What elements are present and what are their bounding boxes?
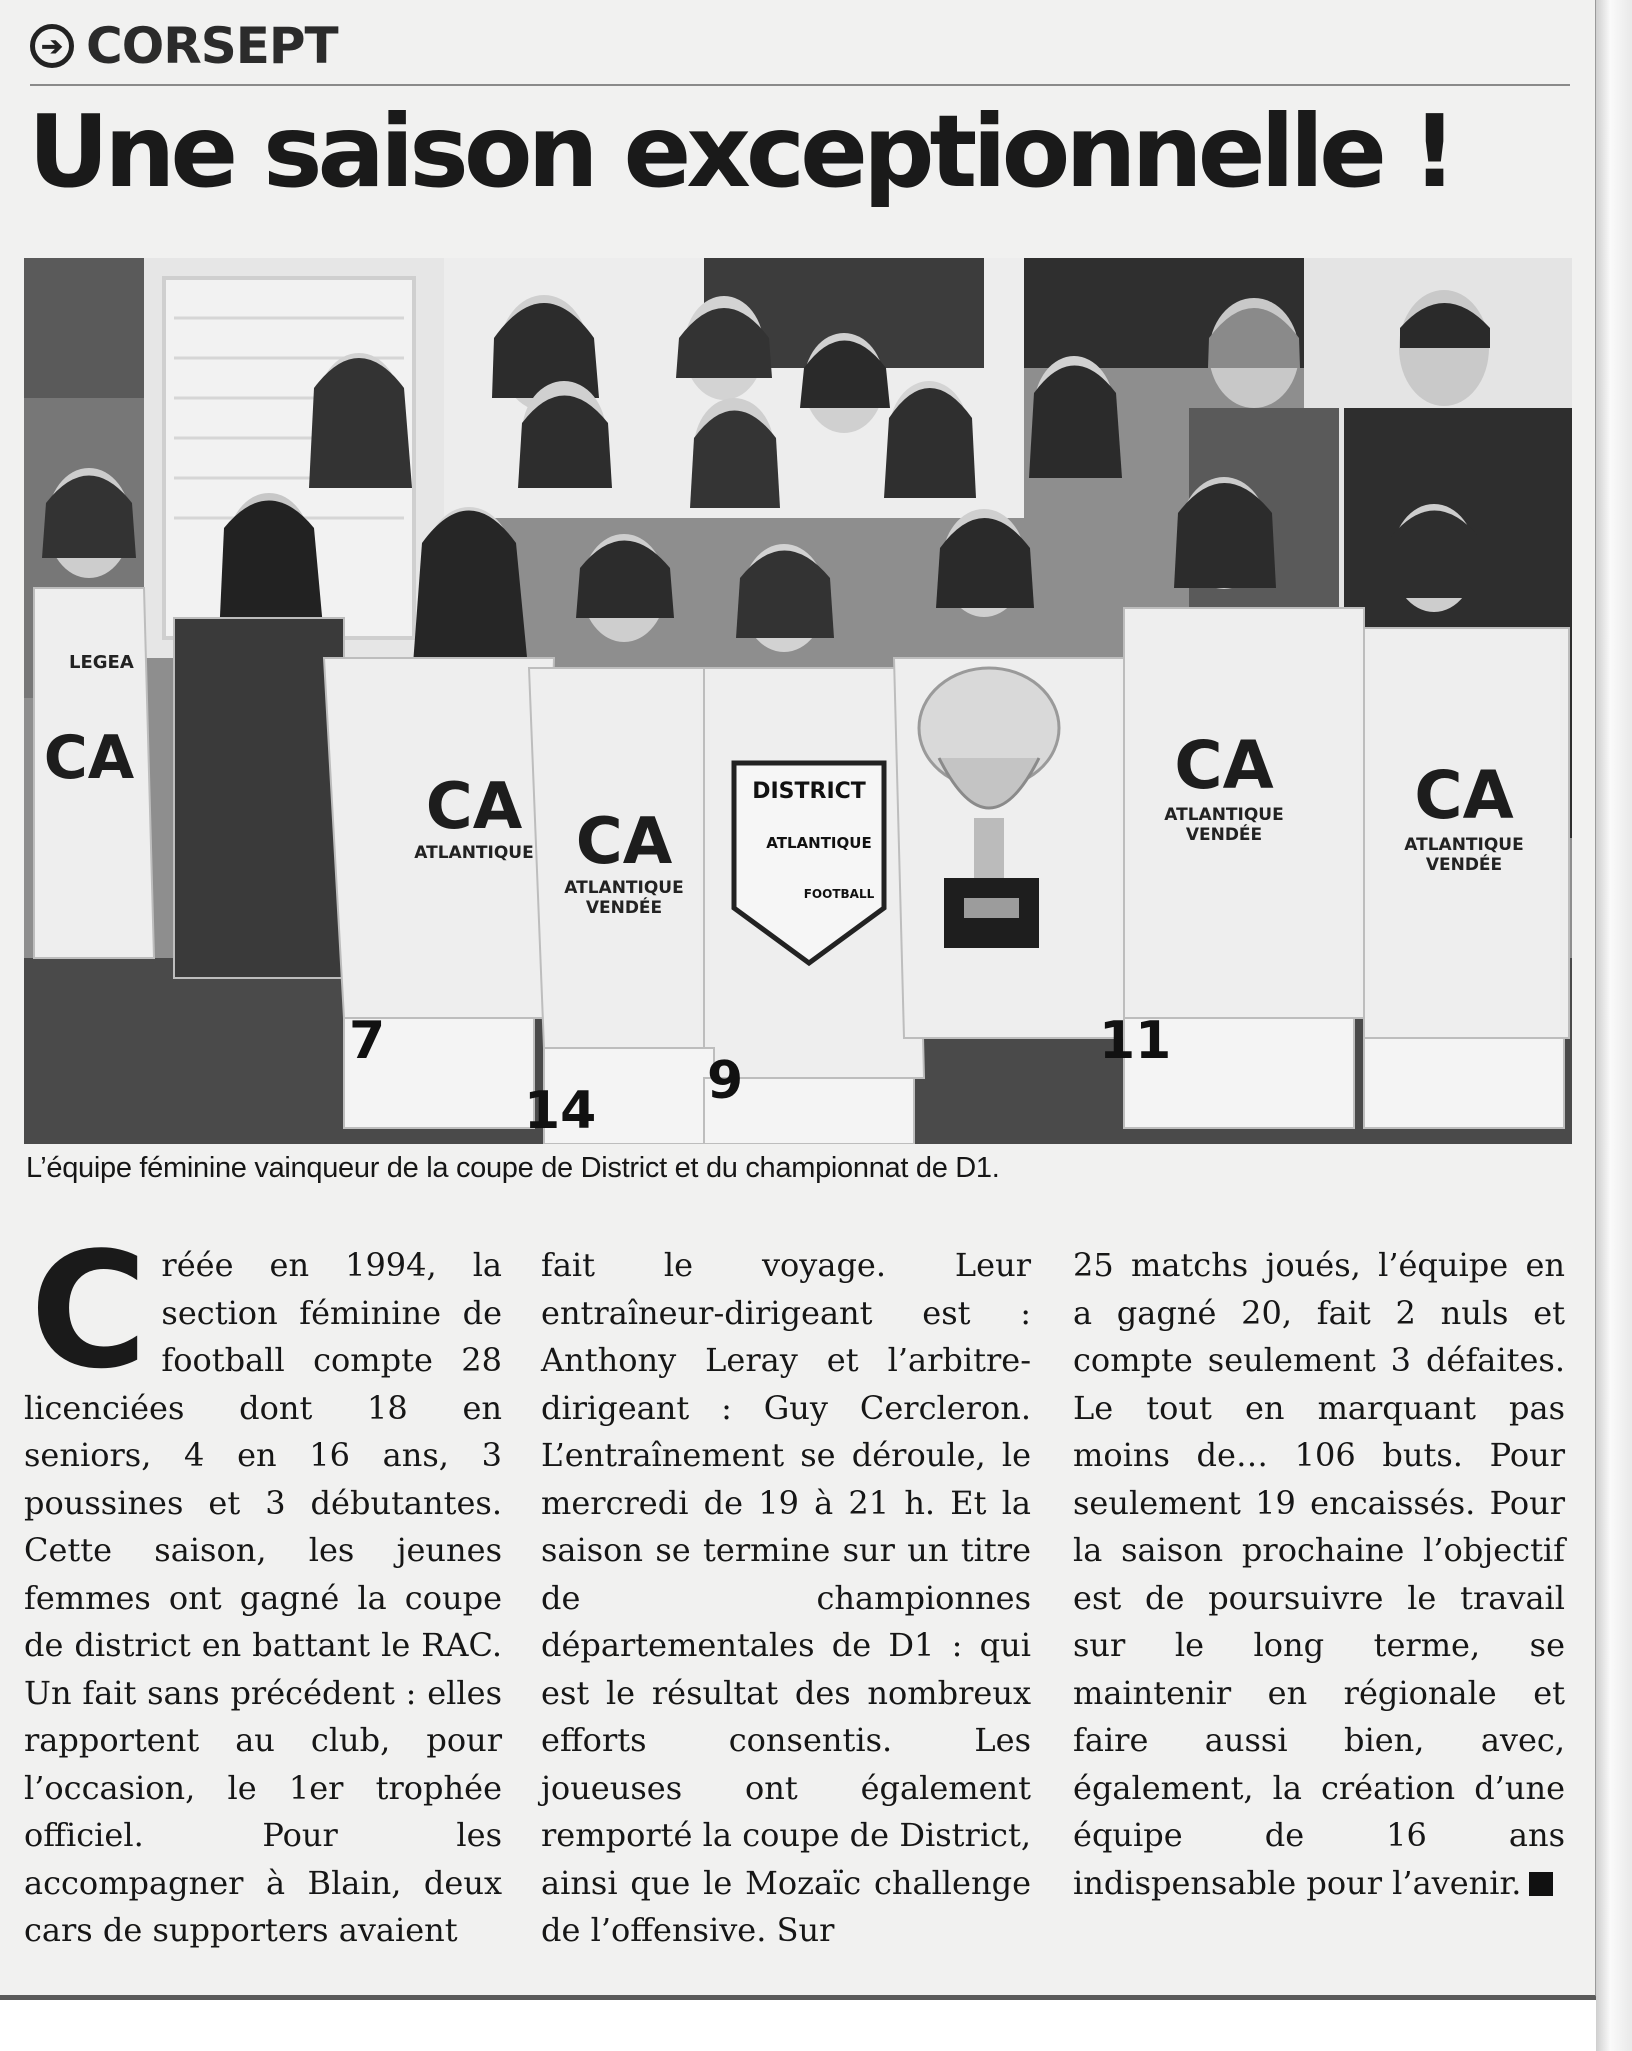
sponsor-logo: CA bbox=[425, 770, 523, 844]
sponsor-line: VENDÉE bbox=[585, 898, 663, 918]
pennant-subtitle: ATLANTIQUE bbox=[766, 834, 872, 852]
article-column-2 bbox=[541, 1242, 1031, 1955]
article-column-3 bbox=[1073, 1242, 1565, 1907]
section-kicker bbox=[30, 16, 338, 76]
page-edge bbox=[1596, 0, 1632, 2051]
kicker-label: CORSEPT bbox=[86, 17, 338, 75]
sponsor-line: VENDÉE bbox=[1185, 825, 1263, 845]
team-photo bbox=[24, 258, 1572, 1144]
headline: Une saison exceptionnelle ! bbox=[28, 93, 1453, 210]
pennant-footer: FOOTBALL bbox=[803, 887, 875, 901]
drop-cap: C bbox=[30, 1217, 148, 1404]
sponsor-line: ATLANTIQUE bbox=[414, 843, 534, 863]
sponsor-line: ATLANTIQUE bbox=[1404, 835, 1524, 855]
sponsor-line: ATLANTIQUE bbox=[564, 878, 684, 898]
shirt-number: 7 bbox=[349, 1011, 386, 1071]
shirt-number: 9 bbox=[707, 1051, 744, 1111]
brand-label: LEGEA bbox=[69, 652, 134, 673]
shirt-number: 14 bbox=[524, 1081, 597, 1141]
article-column-1 bbox=[24, 1217, 502, 1955]
end-of-article-square-icon bbox=[1529, 1872, 1553, 1896]
sponsor-logo: CA bbox=[575, 805, 673, 879]
sponsor-logo: CA bbox=[1174, 727, 1274, 804]
team-photo-illustration bbox=[24, 258, 1572, 1144]
column-text: fait le voyage. Leur entraîneur-dirigeant est : Anthony Leray et l’arbitre-dirigeant : Guy Cercleron. L’entraînement se déroule, le mercredi de 19 à 21 h. Et la saison se termine sur un titre de championnes départementales de D1 : qui est le résultat des nombreux efforts consentis. Les joueuses ont également remporté la coupe de District, ainsi que le Mozaïc challenge de l’offensive. Sur bbox=[541, 1246, 1031, 1949]
pennant-title: DISTRICT bbox=[752, 779, 866, 804]
sponsor-line: VENDÉE bbox=[1425, 855, 1503, 875]
sponsor-logo: CA bbox=[43, 723, 135, 793]
shirt-number: 11 bbox=[1099, 1011, 1172, 1071]
sponsor-line: ATLANTIQUE bbox=[1164, 805, 1284, 825]
arrow-right-circle-icon: ➔ bbox=[30, 24, 74, 68]
photo-caption: L’équipe féminine vainqueur de la coupe de District et du championnat de D1. bbox=[26, 1152, 1000, 1184]
header-rule bbox=[30, 84, 1570, 86]
column-text: 25 matchs joués, l’équipe en a gagné 20, fait 2 nuls et compte seulement 3 défaites. Le tout en marquant pas moins de… 106 buts. Pour seulement 19 encaissés. Pour la saison prochaine l’objectif est de poursuivre le travail sur le long terme, se maintenir en régionale et faire aussi bien, avec, également, la création d’une équipe de 16 ans indispensable pour l’avenir. bbox=[1073, 1246, 1565, 1902]
column-text: réée en 1994, la section féminine de football compte 28 licenciées dont 18 en seniors, 4 en 16 ans, 3 poussines et 3 débutantes. Cette saison, les jeunes femmes ont gagné la coupe de district en battant le RAC. Un fait sans précédent : elles rapportent au club, pour l’occasion, le 1er trophée officiel. Pour les accompagner à Blain, deux cars de supporters avaient bbox=[24, 1246, 502, 1949]
sponsor-logo: CA bbox=[1414, 757, 1514, 834]
